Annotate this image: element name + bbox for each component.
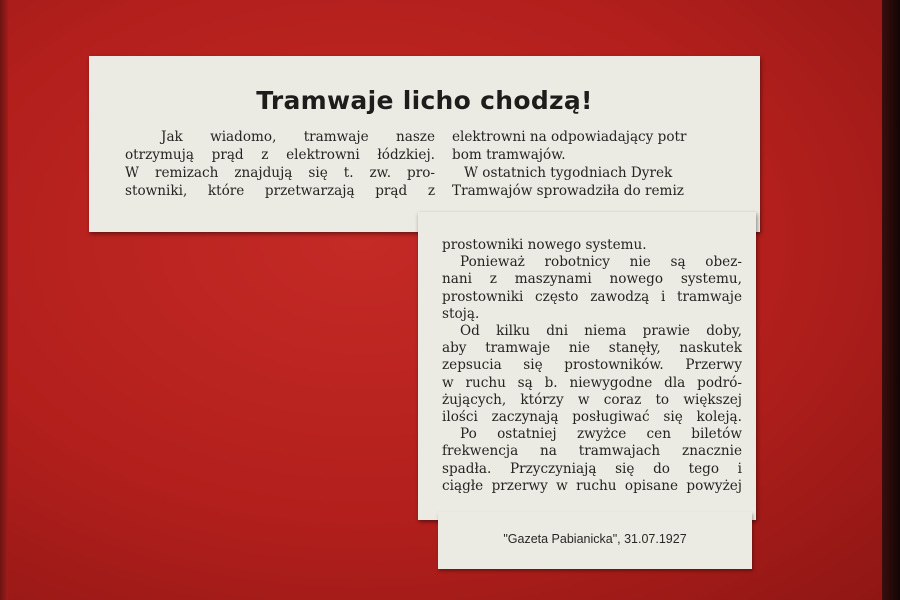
text-line: prostowniki często zawodzą i tramwaje bbox=[442, 288, 742, 305]
board-right-frame bbox=[882, 0, 900, 600]
source-caption: "Gazeta Pabianicka", 31.07.1927 bbox=[503, 532, 687, 546]
text-line: elektrowni na odpowiadający potr bbox=[452, 129, 687, 145]
text-line: W remizach znajdują się t. zw. pro- bbox=[125, 165, 435, 181]
text-line: stoją. bbox=[442, 305, 480, 322]
text-line: frekwencja na tramwajach znacznie bbox=[442, 443, 742, 460]
text-line: Po ostatniej zwyżce cen biletów bbox=[460, 426, 742, 443]
clipping-top bbox=[89, 56, 760, 232]
text-line: Od kilku dni niema prawie doby, bbox=[460, 323, 742, 340]
text-line: zepsucia się prostowników. Przerwy bbox=[442, 357, 742, 374]
text-line: bom tramwajów. bbox=[452, 147, 566, 163]
text-line: otrzymują prąd z elektrowni łódzkiej. bbox=[125, 147, 435, 163]
article-headline: Tramwaje licho chodzą! bbox=[256, 86, 593, 115]
text-line: Ponieważ robotnicy nie są obez- bbox=[460, 254, 742, 271]
text-line: w ruchu są b. niewygodne dla podró- bbox=[442, 374, 742, 391]
text-line: stowniki, które przetwarzają prąd z bbox=[125, 183, 435, 199]
clipping-continued-column bbox=[418, 212, 756, 520]
text-line: żujących, którzy w coraz to większej bbox=[442, 391, 742, 408]
right-column-top bbox=[452, 128, 762, 200]
text-line: Tramwajów sprowadziła do remiz bbox=[452, 183, 684, 199]
text-line: spadła. Przyczyniają się do tego i bbox=[442, 460, 742, 477]
source-label-card bbox=[438, 512, 752, 569]
text-line: ciągłe przerwy w ruchu opisane powyżej bbox=[442, 477, 742, 494]
text-line: ilości zaczynają posługiwać się koleją. bbox=[442, 409, 742, 426]
text-line: nani z maszynami nowego systemu, bbox=[442, 271, 742, 288]
continued-column-text bbox=[442, 237, 742, 495]
text-line: W ostatnich tygodniach Dyrek bbox=[464, 165, 673, 181]
board-left-edge bbox=[0, 0, 8, 600]
text-line: prostowniki nowego systemu. bbox=[442, 237, 647, 253]
text-line: Jak wiadomo, tramwaje nasze bbox=[161, 129, 435, 145]
left-column bbox=[125, 128, 435, 200]
text-line: aby tramwaje nie stanęły, naskutek bbox=[442, 340, 742, 357]
